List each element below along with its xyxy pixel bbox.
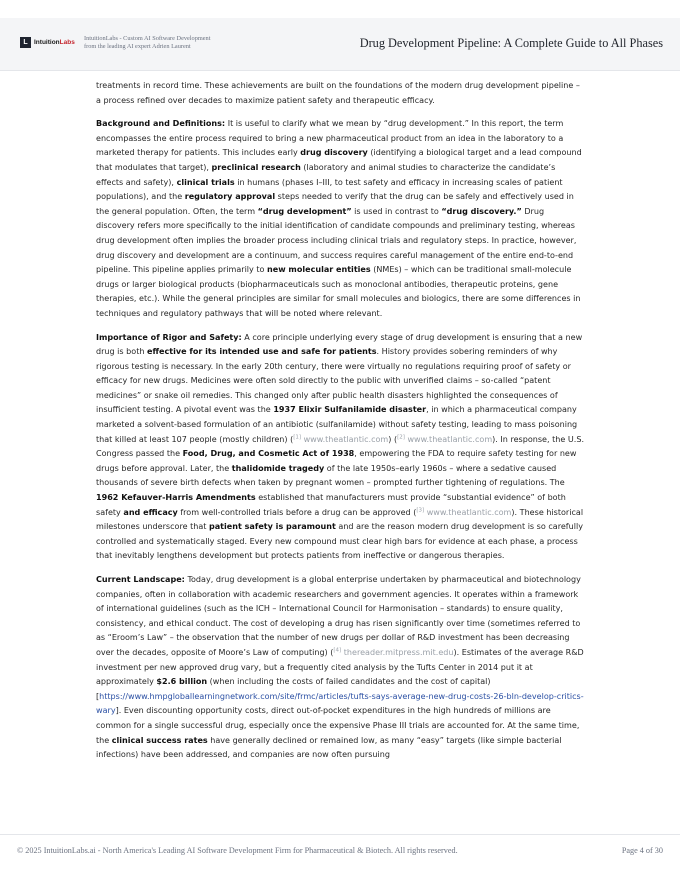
text-run: Today, drug development is a global enterprise undertaken by pharmaceutical and biotechnology companies, often in collaboration with academic researchers and government agencies. It operates within a framework of international guidelines (such as the ICH – International Council for Harmonisation – standards) to ensure quality, consistency, and ethical conduct. The cost of developing a drug has risen significantly over time (sometimes referred to as “Eroom’s Law” – the observation that the number of new drugs per dollar of R&D investment has been decreasing over the decades, opposite of Moore’s Law of computing) ( bbox=[96, 575, 581, 657]
text-run: ]. Even discounting opportunity costs, direct out-of-pocket expenditures in the high hundreds of millions are common for a single successful drug, especially once the expensive Phase III trials are accounted for. At the same time, the bbox=[96, 706, 580, 745]
citation-source: thereader.mitpress.mit.edu bbox=[341, 647, 454, 657]
bold-term: $2.6 billion bbox=[156, 677, 208, 687]
text-run: (identifying a biological target and a lead compound that modulates that target), bbox=[96, 148, 582, 172]
citation-number: [4] bbox=[333, 647, 342, 654]
bold-term: thalidomide tragedy bbox=[231, 463, 325, 473]
text-run: Drug discovery refers more specifically to the initial identification of candidate compounds and preliminary testing, whereas drug development often implies the broader process including clinical trials and regulatory steps. In practice, however, drug discovery and development are a continuum, and success requires careful management of the entire end-to-end pipeline. This pipeline applies primarily to bbox=[96, 206, 577, 275]
logo-text-accent: Labs bbox=[59, 38, 75, 46]
intro-paragraph: treatments in record time. These achievements are built on the foundations of the modern drug development pipeline – a process refined over decades to maximize patient safety and therapeutic efficacy. bbox=[96, 81, 580, 105]
text-run: established that manufacturers must provide “substantial evidence” of both safety bbox=[96, 493, 566, 517]
text-run: steps needed to verify that the drug can be safely and effectively used in the general population. Often, the term bbox=[96, 192, 574, 216]
text-run: (when including the costs of failed candidates and the cost of capital) [ bbox=[96, 677, 491, 701]
citation-number: [3] bbox=[416, 506, 425, 513]
page-number: Page 4 of 30 bbox=[621, 846, 663, 855]
citation-number: [1] bbox=[293, 433, 302, 440]
bold-term: clinical trials bbox=[176, 177, 235, 187]
citation-3[interactable] bbox=[416, 508, 511, 517]
text-run: A core principle underlying every stage of drug development is ensuring that a new drug is both bbox=[96, 332, 583, 357]
citation-2[interactable] bbox=[397, 435, 492, 444]
bold-term: effective for its intended use and safe for patients bbox=[147, 347, 377, 357]
section-lead: Background and Definitions: bbox=[96, 119, 226, 129]
text-run: from well-controlled trials before a drug can be approved ( bbox=[177, 507, 417, 517]
text-run: ). These historical milestones underscore that bbox=[96, 507, 584, 532]
text-run: ) ( bbox=[388, 434, 398, 444]
text-run: , empowering the FDA to require safety testing for new drugs before approval. Later, the bbox=[96, 449, 577, 473]
reference-link[interactable]: https://www.hmpgloballearningnetwork.com/site/frmc/articles/tufts-says-average-new-drug-costs-26-bln-develop-critics-wary bbox=[96, 691, 584, 716]
bold-term: patient safety is paramount bbox=[208, 522, 336, 532]
text-run: . History provides sobering reminders of why rigorous testing is necessary. In the early 20th century, there were virtually no regulations requiring proof of safety or efficacy for new drugs. Medicines were often sold directly to the public with unverified claims – so-called “patent medicines” or snake oil remedies. This changed only after public health disasters highlighted the consequences of insufficient testing. A pivotal event was the bbox=[96, 347, 571, 415]
citation-source: www.theatlantic.com bbox=[301, 434, 389, 444]
bold-term: 1962 Kefauver-Harris Amendments bbox=[96, 493, 256, 503]
page-footer bbox=[0, 834, 680, 865]
text-run: in humans (phases I–III, to test safety and efficacy in increasing scales of patient populations), and the bbox=[96, 177, 563, 202]
company-logo[interactable] bbox=[20, 35, 75, 49]
logo-icon: L bbox=[20, 37, 31, 48]
section-lead: Importance of Rigor and Safety: bbox=[96, 332, 242, 342]
rigor-safety-paragraph bbox=[96, 331, 585, 565]
background-paragraph bbox=[96, 117, 585, 321]
citation-4[interactable] bbox=[333, 648, 453, 657]
text-run: (laboratory and animal studies to characterize the candidate’s effects and safety), bbox=[96, 162, 556, 187]
bold-term: preclinical research bbox=[211, 162, 301, 172]
company-tagline bbox=[84, 35, 210, 51]
bold-term: Food, Drug, and Cosmetic Act of 1938 bbox=[182, 449, 355, 459]
bold-term: drug discovery bbox=[300, 148, 368, 158]
bold-term: “drug development” bbox=[257, 206, 352, 216]
bold-term: and efficacy bbox=[123, 507, 178, 517]
copyright-notice: © 2025 IntuitionLabs.ai - North America's Leading AI Software Development Firm for Pharmaceutical & Biotech. All rights reserved. bbox=[17, 846, 458, 855]
current-landscape-paragraph bbox=[96, 573, 585, 763]
tagline-line-1: IntuitionLabs - Custom AI Software Development bbox=[84, 35, 211, 42]
text-run: ). Estimates of the average R&D investment per new approved drug vary, but a frequently cited analysis by the Tufts Center in 2014 put it at approximately bbox=[96, 647, 584, 687]
bold-term: clinical success rates bbox=[111, 735, 208, 745]
page-header bbox=[0, 18, 680, 71]
text-run: ). In response, the U.S. Congress passed the bbox=[96, 434, 584, 459]
text-run: (NMEs) – which can be traditional small-molecule drugs or larger biological products (biopharmaceuticals such as monoclonal antibodies, therapeutic proteins, gene therapies, etc.). While the general principles are similar for small molecules and biologics, there are some differences in techniques and regulatory pathways that will be noted where relevant. bbox=[96, 265, 581, 318]
document-title: Drug Development Pipeline: A Complete Guide to All Phases bbox=[359, 36, 663, 50]
bold-term: “drug discovery.” bbox=[441, 206, 522, 216]
text-run: and are the reason modern drug development is so carefully controlled and systematically staged. Every new compound must clear high bars for evidence at each phase, a process that inevitably lengthens development but protects patients from ineffective or dangerous therapies. bbox=[96, 522, 583, 561]
text-run: have generally declined or remained low, as many “easy” targets (like simple bacterial infections) have been addressed, and companies are now often pursuing bbox=[96, 735, 562, 760]
tagline-line-2: from the leading AI expert Adrien Laurent bbox=[84, 43, 191, 50]
section-lead: Current Landscape: bbox=[96, 575, 185, 584]
bold-term: new molecular entities bbox=[267, 265, 371, 275]
logo-text: Intuition bbox=[34, 38, 60, 46]
text-run: of the late 1950s–early 1960s – where a sedative caused thousands of severe birth defects when taken by pregnant women – prompted further tightening of regulations. The bbox=[96, 463, 565, 488]
citation-source: www.theatlantic.com bbox=[404, 434, 493, 444]
bold-term: regulatory approval bbox=[184, 192, 276, 202]
citation-1[interactable] bbox=[293, 435, 388, 444]
text-run: is used in contrast to bbox=[351, 206, 442, 216]
text-run: It is useful to clarify what we mean by “drug development.” In this report, the term encompasses the entire process required to bring a new pharmaceutical product from an idea in the laboratory to a marketed therapy for patients. This includes early bbox=[96, 119, 564, 158]
bold-term: 1937 Elixir Sulfanilamide disaster bbox=[273, 405, 427, 415]
citation-source: www.theatlantic.com bbox=[424, 507, 512, 517]
text-run: , in which a pharmaceutical company marketed a solvent-based formulation of an antibiotic (sulfanilamide) without safety testing, leading to mass poisoning that killed at least 107 people (mostly children) ( bbox=[96, 405, 578, 444]
citation-number: [2] bbox=[397, 433, 405, 440]
main-content bbox=[96, 79, 585, 772]
